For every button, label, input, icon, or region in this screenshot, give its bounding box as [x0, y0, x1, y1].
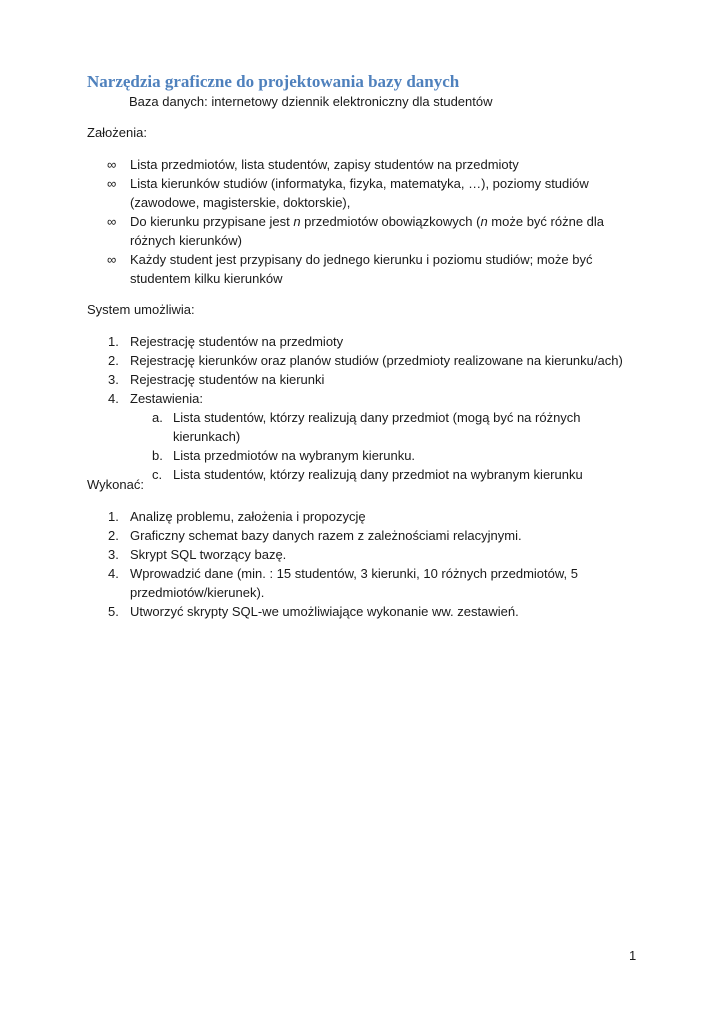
infinity-bullet-icon: ∞ — [107, 157, 117, 172]
sublist — [130, 408, 647, 484]
list-item-text: Rejestrację studentów na kierunki — [130, 372, 325, 387]
list-item — [87, 155, 647, 174]
sublist-item-text: Lista przedmiotów na wybranym kierunku. — [173, 448, 416, 463]
sublist-item-text: Lista studentów, którzy realizują dany przedmiot na wybranym kierunku — [173, 467, 583, 482]
sublist-item — [87, 408, 647, 446]
todo-list — [87, 507, 647, 621]
page-number: 1 — [629, 948, 637, 963]
list-number: 1. — [108, 334, 119, 349]
list-item-text: Każdy student jest przypisany do jednego kierunku i poziomu studiów; może być studentem kilku kierunków — [130, 252, 593, 286]
sublist-item — [87, 446, 647, 465]
list-item — [87, 507, 647, 526]
list-item-text: Analizę problemu, założenia i propozycję — [130, 509, 366, 524]
list-number: 3. — [108, 372, 119, 387]
list-item — [87, 212, 647, 250]
todo-label: Wykonać: — [87, 477, 144, 492]
list-item — [87, 389, 647, 484]
list-item — [87, 250, 647, 288]
list-item-text: Rejestrację studentów na przedmioty — [130, 334, 344, 349]
list-item-text: Utworzyć skrypty SQL-we umożliwiające wykonanie ww. zestawień. — [130, 604, 519, 619]
list-number: 5. — [108, 604, 119, 619]
sublist-item — [87, 465, 647, 484]
list-number: 3. — [108, 547, 119, 562]
list-item-text: Wprowadzić dane (min. : 15 studentów, 3 kierunki, 10 różnych przedmiotów, 5 przedmiotów/kierunek). — [130, 566, 578, 600]
list-item-text-part: może być różne dla różnych kierunków) — [130, 214, 605, 248]
infinity-bullet-icon: ∞ — [107, 176, 117, 191]
list-number: 4. — [108, 566, 119, 581]
document-subtitle: Baza danych: internetowy dziennik elektroniczny dla studentów — [129, 94, 493, 109]
system-list — [87, 332, 647, 484]
system-label: System umożliwia: — [87, 302, 195, 317]
list-number: 1. — [108, 509, 119, 524]
list-item — [87, 602, 647, 621]
infinity-bullet-icon: ∞ — [107, 252, 117, 267]
list-item-text: Graficzny schemat bazy danych razem z zależnościami relacyjnymi. — [130, 528, 522, 543]
list-item — [87, 526, 647, 545]
list-item-text: Lista przedmiotów, lista studentów, zapisy studentów na przedmioty — [130, 157, 519, 172]
list-item-text: Zestawienia: — [130, 391, 203, 406]
list-item-italic: n — [293, 214, 301, 229]
list-item — [87, 351, 647, 370]
assumptions-list — [87, 155, 647, 288]
document-title: Narzędzia graficzne do projektowania bazy danych — [87, 72, 460, 91]
list-item — [87, 370, 647, 389]
list-item-text: Rejestrację kierunków oraz planów studiów (przedmioty realizowane na kierunku/ach) — [130, 353, 623, 368]
list-item — [87, 332, 647, 351]
list-item — [87, 174, 647, 212]
sublist-item-text: Lista studentów, którzy realizują dany przedmiot (mogą być na różnych kierunkach) — [173, 410, 581, 444]
list-number: 2. — [108, 528, 119, 543]
infinity-bullet-icon: ∞ — [107, 214, 117, 229]
list-item — [87, 545, 647, 564]
list-item-text-part: przedmiotów obowiązkowych ( — [300, 214, 481, 229]
list-item-text-part: Do kierunku przypisane jest — [130, 214, 294, 229]
list-number: 4. — [108, 391, 119, 406]
sublist-letter: b. — [152, 448, 163, 463]
list-item-text: Skrypt SQL tworzący bazę. — [130, 547, 287, 562]
sublist-letter: a. — [152, 410, 163, 425]
assumptions-label: Założenia: — [87, 125, 147, 140]
list-item — [87, 564, 647, 602]
sublist-letter: c. — [152, 467, 163, 482]
list-item-text: Lista kierunków studiów (informatyka, fizyka, matematyka, …), poziomy studiów (zawodowe, magisterskie, doktorskie), — [130, 176, 589, 210]
list-number: 2. — [108, 353, 119, 368]
list-item-italic: n — [480, 214, 488, 229]
